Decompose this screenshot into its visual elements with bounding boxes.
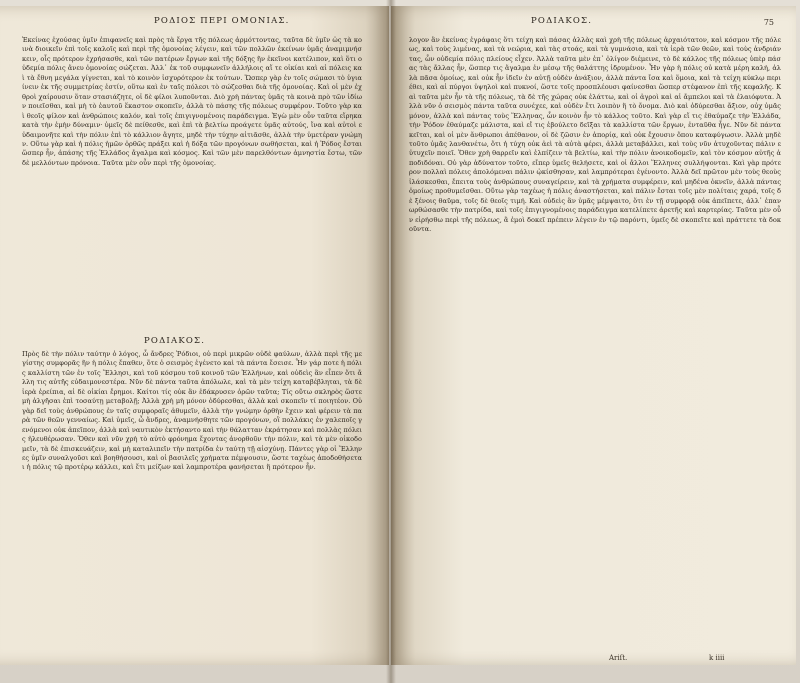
signature-mark: k iiii bbox=[709, 654, 725, 662]
left-page bbox=[0, 6, 389, 665]
folio-number: 75 bbox=[763, 18, 774, 27]
running-head-right: ΡΟΔΙΑΚΟΣ. bbox=[531, 16, 593, 26]
catchword: Ariſt. bbox=[609, 654, 628, 662]
body-text-right bbox=[409, 36, 781, 646]
paragraph: λογον ἂν ἐκείνας ἐγράφαις ὅτι τείχη καὶ πάσας ἀλλὰς καὶ χρὴ τῆς πόλεως ἀρχαιότατον, καὶ κόσμον τῆς πόλεως, καὶ τοὺς λιμένας, καὶ τὰ νεώρια, καὶ τὰς στοάς, καὶ τὰ γυμνάσια, καὶ τὰ ἱερὰ τῶν θεῶν, καὶ τοὺς ἀνδριάντας, ὧν οὐδεμία πόλις πλείους εἶχεν. Ἀλλὰ ταῦτα μὲν ἐπ᾽ ὀλίγον διέμεινε, τὸ δὲ κάλλος τῆς πόλεως ὑπὲρ πάσας τὰς ἄλλας ἦν, ὥσπερ τις ἄγαλμα ἐν μέσῳ τῆς θαλάττης ἱδρυμένον. Ἦν γὰρ ἡ πόλις οὐ κατὰ μέρη καλή, ἀλλὰ πᾶσα ὁμοίως, καὶ οὐκ ἦν ἰδεῖν ἐν αὐτῇ οὐδὲν ἀνάξιον, ἀλλὰ πάντα ἴσα καὶ ὅμοια, καὶ τὰ τείχη κύκλῳ περιέθει, καὶ αἱ πύργοι ὑψηλοὶ καὶ πυκνοί, ὥστε τοῖς προσπλέουσι φαίνεσθαι ὥσπερ στέφανον ἐπὶ τῆς κεφαλῆς. Καὶ ταῦτα μὲν ἦν τὰ τῆς πόλεως, τὰ δὲ τῆς χώρας οὐκ ἐλάττω, καὶ οἱ ἀγροὶ καὶ αἱ ἄμπελοι καὶ τὰ ἐλαιόφυτα. Ἀλλὰ νῦν ὁ σεισμὸς πάντα ταῦτα συνέχεε, καὶ οὐδὲν ἔτι λοιπὸν ἢ τὸ ὄνομα. Διὸ καὶ ὀδύρεσθαι ἄξιον, οὐχ ὑμᾶς μόνον, ἀλλὰ καὶ πάντας τοὺς Ἕλληνας, ὧν κοινὸν ἦν τὸ κάλλος τοῦτο. Καὶ γὰρ εἴ τις ἐθαύμαζε τὴν Ἑλλάδα, τὴν Ῥόδον ἐθαύμαζε μάλιστα, καὶ εἴ τις ἐβούλετο δεῖξαι τὰ καλλίστα τῶν ἔργων, ἐνταῦθα ἦγε. Νῦν δὲ πάντα κεῖται, καὶ οἱ μὲν ἄνθρωποι ἀπέθανον, οἱ δὲ ζῶσιν ἐν ἀπορίᾳ, καὶ οὐκ ἔχουσιν ὅπου καταφύγωσιν. Ἀλλὰ μηδὲ τοῦτο ὑμᾶς λανθανέτω, ὅτι ἡ τύχη οὐκ ἀεὶ τὰ αὐτὰ φέρει, ἀλλὰ μεταβάλλει, καὶ τοὺς νῦν ἀτυχοῦντας πάλιν εὐτυχεῖν ποιεῖ. Ὅθεν χρὴ θαρρεῖν καὶ ἐλπίζειν τὰ βελτίω, καὶ τὴν πόλιν ἀνοικοδομεῖν, καὶ τὸν κόσμον αὐτῆς ἀποδιδόναι. Οὐ γὰρ ἀδύνατον τοῦτο, εἴπερ ὑμεῖς θελήσετε, καὶ οἱ ἄλλοι Ἕλληνες συλλήψονται. Καὶ γὰρ πρότερον πολλαὶ πόλεις ἀπολόμεναι πάλιν ᾠκίσθησαν, καὶ λαμπρότεραι ἐγένοντο. Ἀλλὰ δεῖ πρῶτον μὲν τοὺς θεοὺς ἱλάσκεσθαι, ἔπειτα τοὺς ἀνθρώπους συναγείρειν, καὶ τὰ χρήματα συμφέρειν, καὶ μηδένα ὀκνεῖν, ἀλλὰ πάντας ὁμοίως προθυμεῖσθαι. Οὕτω γὰρ ταχέως ἡ πόλις ἀναστήσεται, καὶ πάλιν ἔσται τοῖς μὲν πολίταις χαρά, τοῖς δὲ ξένοις θαῦμα, τοῖς δὲ θεοῖς τιμή. Καὶ οὐδεὶς ἂν ὑμᾶς μέμψαιτο, ὅτι ἐν τῇ συμφορᾷ οὐκ ἀπεῖπετε, ἀλλ᾽ ἐπανωρθώσασθε τὴν πατρίδα, καὶ τοῖς ἐπιγιγνομένοις παράδειγμα κατελίπετε ἀρετῆς καὶ καρτερίας. Ταῦτα μὲν οὖν εἰρήσθω περὶ τῆς πόλεως, ἃ ἐμοὶ δοκεῖ πρέπειν λέγειν ἐν τῷ παρόντι, ὑμεῖς δὲ σκοπεῖτε καὶ πράττετε τὰ δοκοῦντα. bbox=[409, 36, 782, 234]
body-text-left-top bbox=[22, 36, 362, 328]
body-text-left-bottom bbox=[22, 350, 362, 652]
running-head-left: ΡΟΔΙΟΣ ΠΕΡΙ ΟΜΟΝΙΑΣ. bbox=[154, 16, 290, 26]
paragraph: Πρὸς δὲ τὴν πόλιν ταύτην ὁ λόγος, ὦ ἄνδρες Ῥόδιοι, οὐ περὶ μικρῶν οὐδὲ φαύλων, ἀλλὰ περὶ τῆς μεγίστης συμφορᾶς ἣν ἡ πόλις ἔπαθεν, ὅτε ὁ σεισμὸς ἐγένετο καὶ τὰ πάντα ἔσεισε. Ἦν γάρ ποτε ἡ πόλις καλλίστη τῶν ἐν τοῖς Ἕλλησι, καὶ τοῦ κόσμου τοῦ κοινοῦ τῶν Ἑλλήνων, καὶ οὐδεὶς ἂν εἶπεν ὅτι ἄλλη τις αὐτῆς εὐδαιμονεστέρα. Νῦν δὲ πάντα ταῦτα ἀπόλωλε, καὶ τὰ μὲν τείχη καταβέβληται, τὰ δὲ ἱερὰ ἐρείπια, αἱ δὲ οἰκίαι ἔρημοι. Καίτοι τίς οὐκ ἂν ἐδάκρυσεν ὁρῶν ταῦτα; Τίς οὕτω σκληρὸς ὥστε μὴ ἀλγῆσαι ἐπὶ τοσαύτῃ μεταβολῇ; Ἀλλὰ χρὴ μὴ μόνον ὀδύρεσθαι, ἀλλὰ καὶ σκοπεῖν τί ποιητέον. Οὐ γὰρ δεῖ τοὺς ἀνθρώπους ἐν ταῖς συμφοραῖς ἀθυμεῖν, ἀλλὰ τὴν γνώμην ὀρθὴν ἔχειν καὶ φέρειν τὰ παρὰ τῶν θεῶν γενναίως. Καὶ ὑμεῖς, ὦ ἄνδρες, ἀναμνήσθητε τῶν προγόνων, οἳ πολλάκις ἐν χαλεποῖς γενόμενοι οὐκ ἀπεῖπον, ἀλλὰ καὶ ναυτικὸν ἐκτήσαντο καὶ τὴν θάλατταν ἐκράτησαν καὶ πολλὰς πόλεις ἠλευθέρωσαν. Ὅθεν καὶ νῦν χρὴ τὸ αὐτὸ φρόνημα ἔχοντας ἀνορθοῦν τὴν πόλιν, καὶ τὰ μὲν οἰκοδομεῖν, τὰ δὲ ἐπισκευάζειν, καὶ μὴ καταλιπεῖν τὴν πατρίδα ἐν ταύτῃ τῇ αἰσχύνῃ. Πάντες γὰρ οἱ Ἕλληνες ὑμῖν συναλγοῦσι καὶ βοηθήσουσι, καὶ οἱ βασιλεῖς χρήματα πέμψουσιν, ὥστε ταχέως ἀποδοθήσεται ἡ πόλις τῷ προτέρῳ κάλλει, καὶ ἔτι μείζων καὶ λαμπροτέρα φανήσεται ἢ πρότερον ἦν. bbox=[22, 350, 362, 472]
paragraph: Ἐκείνας ἐχούσας ὑμῖν ἐπιφανεῖς καὶ πρὸς τὰ ἔργα τῆς πόλεως ἁρμόττοντας, ταῦτα δὲ ὑμῖν ὡς τὰ κοινὰ διοικεῖν ἐπὶ τοῖς καλοῖς καὶ περὶ τῆς ὁμονοίας λέγειν, καὶ τῶν πολλῶν ἐκείνων ὑμᾶς ἀναμιμνήσκειν, οἷς πρότερον ἐχρήσασθε, καὶ τῶν πατέρων ἔργων καὶ τῆς δόξης ἣν ἐκεῖνοι κατέλιπον, καὶ ὅτι οὐδεμία πόλις ἄνευ ὁμονοίας σώζεται. Ἀλλ᾽ ἐκ τοῦ συμφωνεῖν ἀλλήλοις αἵ τε οἰκίαι καὶ αἱ πόλεις καὶ τὰ ἔθνη μεγάλα γίγνεται, καὶ τὸ κοινὸν ἰσχυρότερον ἐκ τούτων. Ὥσπερ γὰρ ἐν τοῖς σώμασι τὸ ὑγιαίνειν ἐκ τῆς συμμετρίας ἐστίν, οὕτω καὶ ἐν ταῖς πόλεσι τὸ σώζεσθαι διὰ τῆς ὁμονοίας. Καὶ οἱ μὲν ἐχθροὶ χαίρουσιν ὅταν στασιάζητε, οἱ δὲ φίλοι λυποῦνται. Διὸ χρὴ πάντας ὑμᾶς τὰ κοινὰ πρὸ τῶν ἰδίων ποιεῖσθαι, καὶ μὴ τὸ ἑαυτοῦ ἕκαστον σκοπεῖν, ἀλλὰ τὸ πάσης τῆς πόλεως συμφέρον. Τοῦτο γὰρ καὶ θεοῖς φίλον καὶ ἀνθρώποις καλόν, καὶ τοῖς ἐπιγιγνομένοις παράδειγμα. Ἐγὼ μὲν οὖν ταῦτα εἴρηκα κατὰ τὴν ἐμὴν δύναμιν· ὑμεῖς δὲ πείθεσθε, καὶ ἐπὶ τὰ βελτίω προάγετε ὑμᾶς αὐτούς, ἵνα καὶ αὐτοὶ εὐδαιμονῆτε καὶ τὴν πόλιν ἐπὶ τὸ κάλλιον ἄγητε, μηδὲ τὴν τύχην αἰτιᾶσθε, ἀλλὰ τὴν ὑμετέραν γνώμην. Οὕτω γὰρ καὶ ἡ πόλις ἡμῶν ὀρθῶς πράξει καὶ ἡ δόξα τῶν προγόνων σωθήσεται, καὶ ἡ Ῥόδος ἔσται ὥσπερ ἦν, ἁπάσης τῆς Ἑλλάδος ἄγαλμα καὶ κόσμος. Καὶ τῶν μὲν παρελθόντων ἀμνηστία ἔστω, τῶν δὲ μελλόντων πρόνοια. Ταῦτα μὲν οὖν περὶ τῆς ὁμονοίας. bbox=[22, 36, 363, 167]
section-heading: ΡΟΔΙΑΚΟΣ. bbox=[144, 336, 206, 346]
right-page bbox=[391, 6, 796, 665]
gutter-shadow bbox=[386, 0, 396, 683]
